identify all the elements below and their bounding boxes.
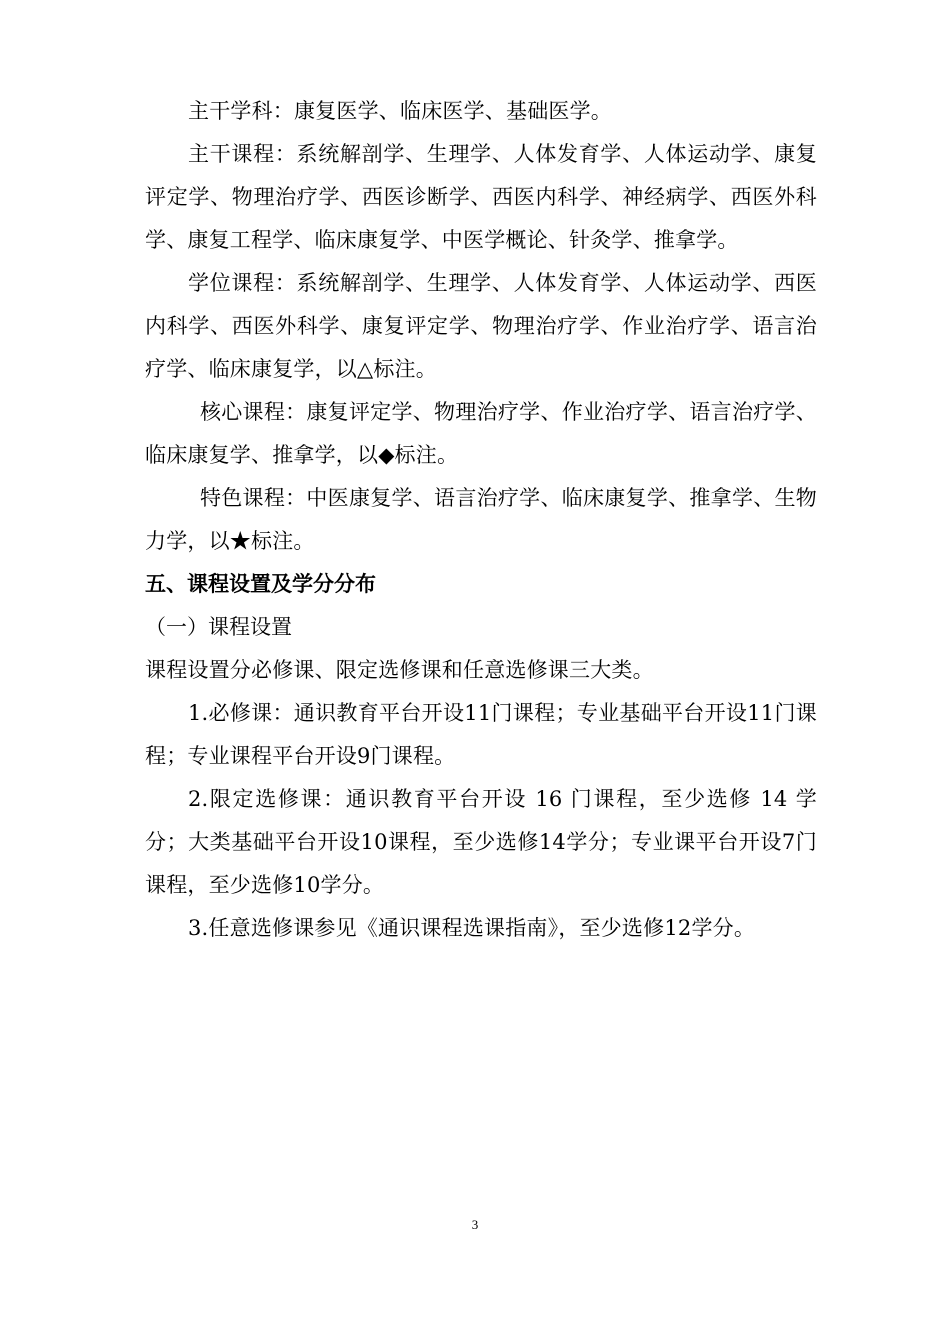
section-subheading: （一）课程设置 [145, 615, 292, 639]
section-heading: 五、课程设置及学分分布 [145, 572, 376, 596]
page-number: 3 [471, 1217, 479, 1232]
page-content [145, 90, 817, 950]
free-electives-item: 3.任意选修课参见《通识课程选课指南》，至少选修12学分。 [188, 916, 756, 940]
major-subjects-paragraph: 主干学科：康复医学、临床医学、基础医学。 [188, 99, 612, 123]
course-setup-intro: 课程设置分必修课、限定选修课和任意选修课三大类。 [145, 658, 654, 682]
featured-courses-paragraph: 特色课程：中医康复学、语言治疗学、临床康复学、推拿学、生物力学，以★标注。 [145, 486, 817, 553]
restricted-electives-item: 2.限定选修课：通识教育平台开设 16 门课程，至少选修 14 学分；大类基础平台开设10课程，至少选修14学分；专业课平台开设7门课程，至少选修10学分。 [145, 787, 817, 897]
core-courses-paragraph: 核心课程：康复评定学、物理治疗学、作业治疗学、语言治疗学、临床康复学、推拿学，以◆标注。 [145, 400, 817, 467]
degree-courses-paragraph: 学位课程：系统解剖学、生理学、人体发育学、人体运动学、西医内科学、西医外科学、康复评定学、物理治疗学、作业治疗学、语言治疗学、临床康复学，以△标注。 [145, 271, 817, 381]
major-courses-paragraph: 主干课程：系统解剖学、生理学、人体发育学、人体运动学、康复评定学、物理治疗学、西医诊断学、西医内科学、神经病学、西医外科学、康复工程学、临床康复学、中医学概论、针灸学、推拿学。 [145, 142, 817, 252]
required-courses-item: 1.必修课：通识教育平台开设11门课程；专业基础平台开设11门课程；专业课程平台开设9门课程。 [145, 701, 817, 768]
